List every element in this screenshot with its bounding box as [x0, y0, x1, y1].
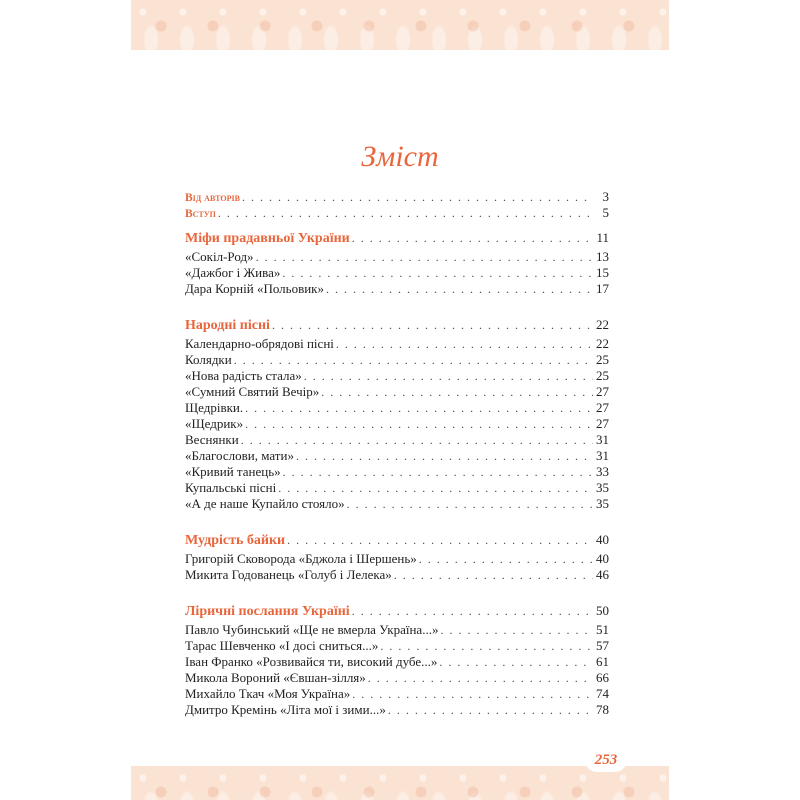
toc-entry-page: 27	[596, 416, 609, 431]
dot-leader	[241, 432, 593, 448]
toc-entry-label: «Дажбог і Жива»	[185, 265, 281, 280]
toc-entry[interactable]	[185, 464, 609, 480]
toc-entry-page: 25	[596, 368, 609, 383]
dot-leader	[282, 265, 593, 281]
toc-entry[interactable]	[185, 702, 609, 718]
toc-entry[interactable]	[185, 400, 609, 416]
toc-entry[interactable]	[185, 249, 609, 265]
toc-section	[185, 229, 609, 297]
toc-entry-page: 50	[596, 603, 609, 618]
toc-entry[interactable]	[185, 265, 609, 281]
dot-leader	[352, 686, 593, 702]
toc-entry-label: Купальські пісні	[185, 480, 277, 495]
page-title: Зміст	[361, 140, 439, 173]
toc-entry-label: «Кривий танець»	[185, 464, 281, 479]
toc-entry[interactable]	[185, 205, 609, 221]
toc-entry-label: Колядки	[185, 352, 232, 367]
toc-entry-page: 51	[596, 622, 609, 637]
dot-leader	[347, 496, 593, 512]
toc-entry-page: 33	[596, 464, 609, 479]
toc-entry-page: 22	[596, 336, 609, 351]
toc-intro-section	[185, 189, 609, 221]
dot-leader	[245, 400, 593, 416]
table-of-contents	[185, 189, 609, 737]
toc-entry-label: Щедрівки.	[185, 400, 244, 415]
toc-entry-page: 78	[596, 702, 609, 717]
toc-entry-label: Микола Вороний «Євшан-зілля»	[185, 670, 366, 685]
toc-entry-label: Дмитро Кремінь «Літа мої і зими...»	[185, 702, 386, 717]
toc-entry-page: 35	[596, 480, 609, 495]
toc-section	[185, 316, 609, 512]
dot-leader	[440, 622, 593, 638]
toc-entry-page: 31	[596, 448, 609, 463]
toc-entry-label: Вступ	[185, 208, 216, 220]
toc-entry-page: 13	[596, 249, 609, 264]
toc-entry-label: Микита Годованець «Голуб і Лелека»	[185, 567, 392, 582]
toc-entry-label: «Нова радість стала»	[185, 368, 302, 383]
toc-entry[interactable]	[185, 496, 609, 512]
toc-entry-page: 17	[596, 281, 609, 296]
toc-entry[interactable]	[185, 448, 609, 464]
toc-entry[interactable]	[185, 432, 609, 448]
toc-entry[interactable]	[185, 622, 609, 638]
toc-entry[interactable]	[185, 384, 609, 400]
toc-entry-label: Мудрість байки	[185, 533, 286, 548]
toc-entry[interactable]	[185, 551, 609, 567]
page-number: 253	[585, 748, 627, 772]
toc-entry-label: Тарас Шевченко «І досі сниться...»	[185, 638, 379, 653]
toc-entry[interactable]	[185, 654, 609, 670]
toc-entry-page: 31	[596, 432, 609, 447]
toc-entry-page: 22	[596, 317, 609, 332]
toc-entry[interactable]	[185, 480, 609, 496]
toc-entry-label: Народні пісні	[185, 318, 270, 333]
dot-leader	[380, 638, 593, 654]
toc-entry[interactable]	[185, 352, 609, 368]
toc-entry-label: Іван Франко «Розвивайся ти, високий дубе...»	[185, 654, 438, 669]
toc-entry-page: 66	[596, 670, 609, 685]
toc-entry[interactable]	[185, 670, 609, 686]
toc-entry[interactable]	[185, 281, 609, 297]
toc-entry-page: 3	[602, 189, 609, 204]
toc-entry-label: «Сокіл-Род»	[185, 249, 254, 264]
toc-section-heading[interactable]	[185, 229, 609, 247]
toc-entry-label: «Благослови, мати»	[185, 448, 294, 463]
toc-sections	[185, 229, 609, 718]
dot-leader	[336, 336, 593, 352]
dot-leader	[296, 448, 593, 464]
dot-leader	[419, 551, 593, 567]
toc-entry[interactable]	[185, 686, 609, 702]
toc-entry-label: Від авторів	[185, 192, 240, 204]
toc-entry-label: Календарно-обрядові пісні	[185, 336, 334, 351]
toc-entry-page: 27	[596, 384, 609, 399]
toc-section-heading[interactable]	[185, 316, 609, 334]
dot-leader	[256, 249, 593, 265]
toc-section	[185, 602, 609, 718]
toc-entry-label: Міфи прадавньої України	[185, 231, 350, 246]
dot-leader	[272, 316, 593, 334]
toc-entry-page: 40	[596, 551, 609, 566]
toc-entry-label: «А де наше Купайло стояло»	[185, 496, 345, 511]
dot-leader	[388, 702, 593, 718]
bottom-ornament-band	[131, 766, 669, 800]
dot-leader	[304, 368, 593, 384]
dot-leader	[321, 384, 593, 400]
dot-leader	[278, 480, 593, 496]
dot-leader	[287, 531, 593, 549]
toc-section	[185, 531, 609, 583]
toc-entry-page: 11	[596, 230, 609, 245]
toc-entry-page: 35	[596, 496, 609, 511]
toc-section-heading[interactable]	[185, 602, 609, 620]
toc-entry[interactable]	[185, 336, 609, 352]
dot-leader	[326, 281, 593, 297]
dot-leader	[234, 352, 593, 368]
toc-entry-page: 74	[596, 686, 609, 701]
top-ornament-band	[131, 0, 669, 50]
dot-leader	[352, 602, 593, 620]
toc-entry[interactable]	[185, 189, 609, 205]
toc-entry-page: 40	[596, 532, 609, 547]
toc-section-heading[interactable]	[185, 531, 609, 549]
dot-leader	[352, 229, 593, 247]
toc-entry-page: 57	[596, 638, 609, 653]
dot-leader	[394, 567, 593, 583]
toc-entry[interactable]	[185, 416, 609, 432]
dot-leader	[245, 416, 593, 432]
dot-leader	[283, 464, 593, 480]
toc-entry-page: 5	[602, 205, 609, 220]
toc-entry[interactable]	[185, 638, 609, 654]
toc-entry-label: Веснянки	[185, 432, 239, 447]
dot-leader	[218, 205, 593, 221]
toc-entry-label: Ліричні послання Україні	[185, 604, 350, 619]
dot-leader	[242, 189, 593, 205]
dot-leader	[439, 654, 593, 670]
toc-entry-label: «Щедрик»	[185, 416, 244, 431]
toc-entry-page: 15	[596, 265, 609, 280]
toc-entry-page: 46	[596, 567, 609, 582]
toc-entry-page: 27	[596, 400, 609, 415]
toc-entry-label: Павло Чубинський «Ще не вмерла Україна...»	[185, 622, 439, 637]
toc-entry-label: «Сумний Святий Вечір»	[185, 384, 320, 399]
toc-entry-page: 61	[596, 654, 609, 669]
dot-leader	[368, 670, 593, 686]
toc-entry[interactable]	[185, 368, 609, 384]
toc-entry-label: Григорій Сковорода «Бджола і Шершень»	[185, 551, 417, 566]
toc-entry-label: Михайло Ткач «Моя Україна»	[185, 686, 351, 701]
toc-entry[interactable]	[185, 567, 609, 583]
toc-entry-page: 25	[596, 352, 609, 367]
toc-entry-label: Дара Корній «Польовик»	[185, 281, 325, 296]
